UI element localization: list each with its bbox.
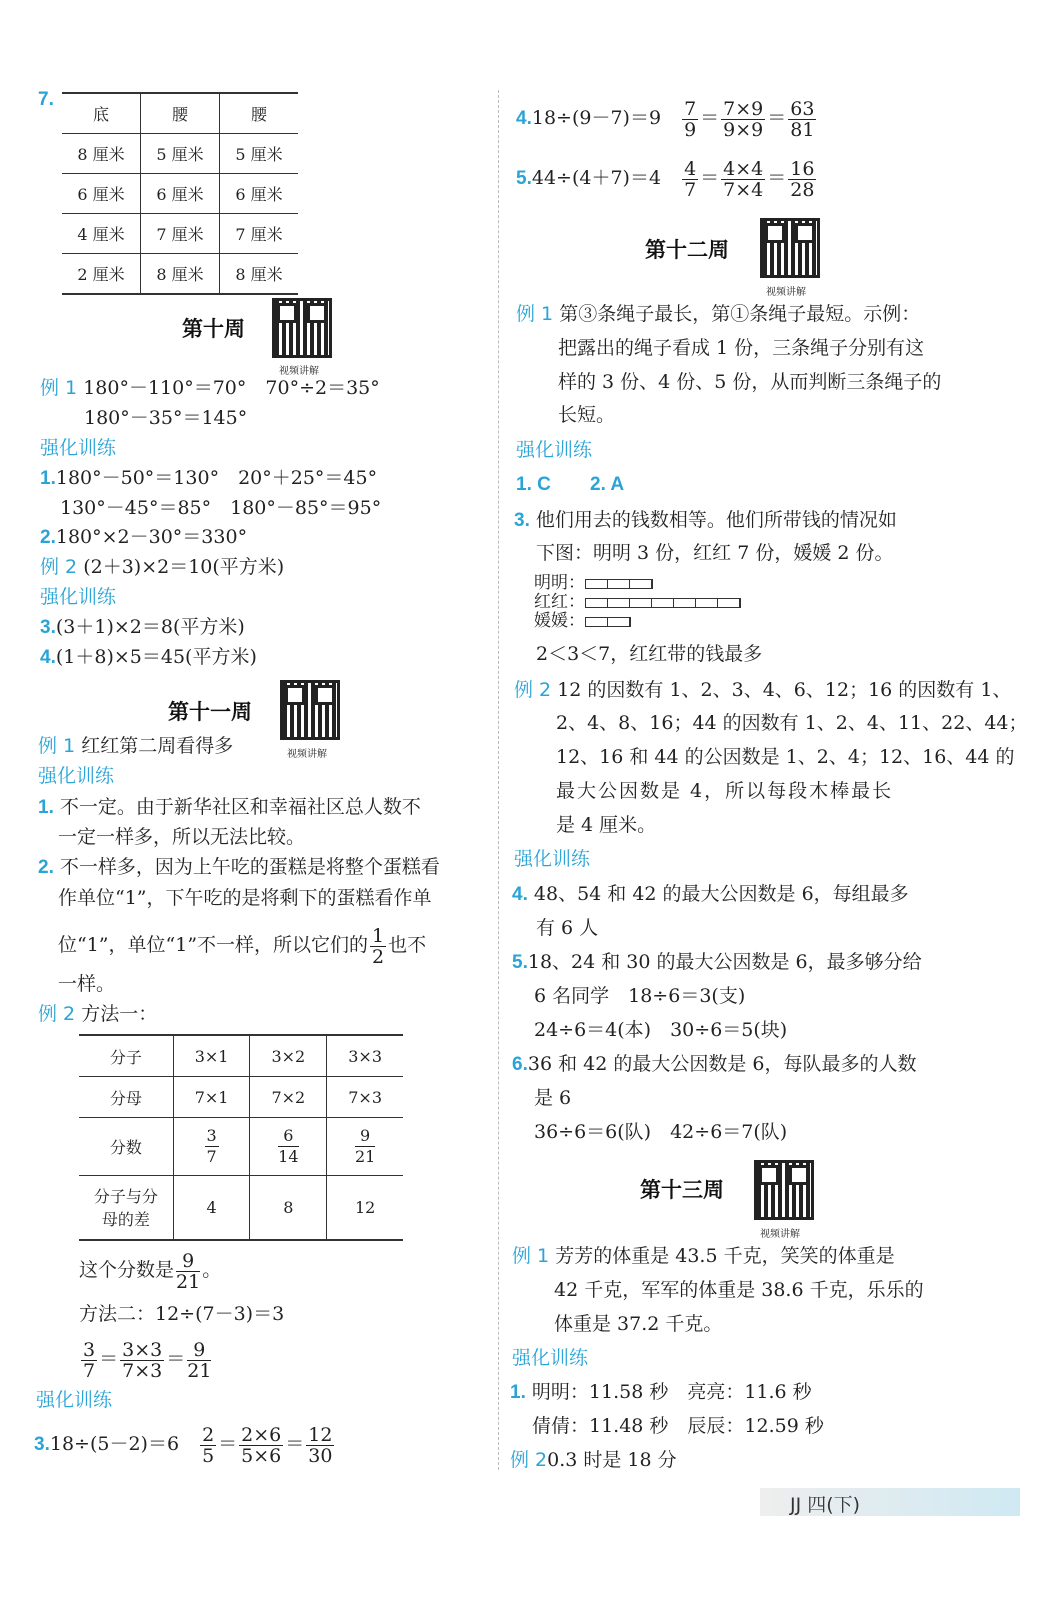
table-cell: 7 厘米 [220, 214, 299, 254]
answer-text: 18、24 和 30 的最大公因数是 6，最多够分给 [527, 951, 922, 973]
answer-line: 4.18÷(9－7)＝9 $\frac{7}{9}$ ＝ $\frac{7\times 9}{9\times 9}$ ＝ $\frac{63}{81}$ [516, 97, 815, 141]
denominator: 9 [684, 118, 697, 141]
example-text: 第③条绳子最长，第①条绳子最短。示例： [559, 303, 921, 325]
example-text: 12、16 和 44 的公因数是 1、2、4；12、16、44 的 [556, 746, 1015, 768]
table-cell: 8 厘米 [141, 254, 220, 295]
answer-number: 4. [516, 108, 532, 129]
numerator: 4×4 [723, 157, 764, 180]
denominator: 21 [354, 1147, 376, 1166]
answer-line [512, 1050, 916, 1079]
table-cell: 5 厘米 [141, 134, 220, 174]
answer-text: 130°－45°＝85° 180°－85°＝95° [60, 497, 382, 519]
example-text: 最大公因数是 4，所以每段木棒最长 [556, 780, 894, 802]
example-tag: 例 2 [514, 679, 552, 701]
answer-line [512, 880, 909, 909]
answer-number: 4. [512, 884, 528, 905]
fraction [370, 926, 386, 967]
fraction [200, 1425, 216, 1466]
denominator: 5×6 [241, 1444, 282, 1467]
section-heading: 强化训练 [40, 586, 117, 608]
denominator: 2 [372, 945, 385, 968]
answer-number: 2. [40, 527, 56, 548]
answer-text: 。 [202, 1259, 222, 1281]
answer-text: 也不 [388, 934, 427, 956]
qr-code-icon[interactable] [280, 680, 340, 740]
qr-caption: 视频讲解 [766, 287, 806, 298]
table-cell: 3×2 [250, 1035, 327, 1077]
table-cell: 6 厘米 [220, 174, 299, 214]
bar-row [534, 574, 741, 593]
answer-line [40, 613, 245, 642]
answer-line [512, 948, 922, 977]
example-tag: 例 2 [38, 1003, 76, 1025]
qr-caption: 视频讲解 [279, 366, 319, 377]
bar-mingming [585, 579, 653, 589]
answer-number: 5. [512, 952, 528, 973]
denominator: 7×4 [723, 178, 764, 201]
numerator: 4 [684, 157, 697, 180]
numerator: 2×6 [241, 1423, 282, 1446]
example-tag: 例 1 [516, 303, 554, 325]
section-heading: 强化训练 [38, 765, 115, 787]
fraction [205, 1126, 219, 1167]
answer-text: 方法二：12÷(7－3)＝3 [79, 1303, 285, 1325]
denominator: 7 [83, 1359, 96, 1382]
denominator: 7×3 [122, 1359, 163, 1382]
answer-text: 48、54 和 42 的最大公因数是 6，每组最多 [533, 883, 909, 905]
table-cell: 4 [173, 1176, 250, 1240]
table-header: 腰 [220, 93, 299, 134]
answer-text: 一定一样多，所以无法比较。 [58, 826, 306, 848]
answer-text: 6 名同学 18÷6＝3(支) [534, 985, 746, 1007]
table-cell: 8 [250, 1176, 327, 1240]
numerator: 3 [206, 1126, 217, 1145]
example-text: 42 千克，军军的体重是 38.6 千克，乐乐的 [554, 1279, 924, 1301]
fraction [721, 99, 765, 140]
answer-number: 3. [514, 510, 530, 531]
denominator: 81 [790, 118, 815, 141]
answer-line [516, 470, 551, 499]
example-text: 芳芳的体重是 43.5 千克，笑笑的体重是 [555, 1245, 895, 1267]
table-cell: 8 厘米 [62, 134, 141, 174]
table-row [79, 1176, 403, 1240]
answer-text: 36÷6＝6(队) 42÷6＝7(队) [534, 1121, 788, 1143]
section-heading: 强化训练 [40, 437, 117, 459]
answer-line [40, 523, 247, 552]
answer-text: 倩倩：11.48 秒 辰辰：12.59 秒 [532, 1415, 824, 1437]
answer-text: 2＜3＜7，红红带的钱最多 [536, 643, 763, 665]
numerator: 1 [372, 924, 385, 947]
qr-code-icon[interactable] [272, 298, 332, 358]
answer-text: 不一样多，因为上午吃的蛋糕是将整个蛋糕看 [59, 856, 440, 878]
table-cell: 5 厘米 [220, 134, 299, 174]
denominator: 5 [202, 1444, 215, 1467]
bar-label: 媛媛： [534, 611, 585, 631]
table-row [79, 1035, 403, 1077]
answer-text: 明明：11.58 秒 亮亮：11.6 秒 [531, 1381, 812, 1403]
column-divider [498, 90, 499, 1470]
example-tag: 例 1 [512, 1245, 550, 1267]
answer-number: 2. [38, 857, 54, 878]
qr-code-icon[interactable] [760, 218, 820, 278]
denominator: 9×9 [723, 118, 764, 141]
table-cell: 3×1 [173, 1035, 250, 1077]
denominator: 21 [176, 1270, 201, 1293]
fraction [355, 1126, 375, 1167]
table-cell: 6 厘米 [141, 174, 220, 214]
answer-text: 作单位“1”，下午吃的是将剩下的蛋糕看作单 [58, 887, 432, 909]
week-heading: 第十二周 [645, 238, 729, 262]
qr-caption: 视频讲解 [287, 749, 327, 760]
example-text: 2、4、8、16；44 的因数有 1、2、4、11、22、44； [556, 712, 1028, 734]
answer-text: 18÷(5－2)＝6 [49, 1433, 180, 1455]
answer-line [590, 470, 624, 499]
answer-number: 1. [38, 797, 54, 818]
qr-code-icon[interactable] [754, 1160, 814, 1220]
numerator: 6 [278, 1126, 298, 1147]
row-label: 分数 [79, 1118, 173, 1176]
answer-text: 有 6 人 [536, 917, 599, 939]
week-heading: 第十周 [182, 317, 245, 341]
example-line [512, 1242, 895, 1270]
answer-text: 不一定。由于新华社区和幸福社区总人数不 [59, 796, 421, 818]
answer-text: 180°－50°＝130° 20°＋25°＝45° [55, 467, 378, 489]
answer-line [79, 1250, 221, 1292]
answer-text: 下图：明明 3 份，红红 7 份，媛媛 2 份。 [536, 542, 894, 564]
example-text: 样的 3 份、4 份、5 份，从而判断三条绳子的 [558, 371, 942, 393]
example-line [516, 300, 920, 328]
week-heading: 第十三周 [640, 1178, 724, 1202]
numerator: 7 [684, 97, 697, 120]
answer-line: 5.44÷(4＋7)＝4 $\frac{4}{7}$ ＝ $\frac{4\times 4}{7\times 4}$ ＝ $\frac{16}{28}$ [516, 157, 815, 201]
fraction [788, 99, 816, 140]
denominator: 7 [206, 1147, 217, 1166]
table-cell: 7×2 [250, 1077, 327, 1118]
numerator: 63 [790, 97, 815, 120]
fraction [239, 1425, 283, 1466]
bar-yuanyuan [585, 617, 631, 627]
table-cell [173, 1118, 250, 1176]
example-tag: 例 1 [40, 377, 78, 399]
question-number: 7. [38, 89, 54, 110]
answer-number: 3. [34, 1434, 50, 1455]
answer-number: 6. [512, 1054, 528, 1075]
table-row [79, 1077, 403, 1118]
example-text: 12 的因数有 1、2、3、4、6、12；16 的因数有 1、 [557, 679, 1012, 701]
answer-text: 18÷(9－7)＝9 [531, 107, 662, 129]
table-cell: 6 厘米 [62, 174, 141, 214]
answer-line [38, 793, 421, 822]
answer-number: 1. [40, 468, 56, 489]
numerator: 12 [308, 1423, 333, 1446]
denominator: 30 [308, 1444, 333, 1467]
answer-text: (3＋1)×2＝8(平方米) [55, 616, 245, 638]
table-row [62, 134, 298, 174]
example-line [510, 1446, 677, 1474]
answer-line [514, 506, 897, 535]
answer-text: (1＋8)×5＝45(平方米) [55, 646, 257, 668]
triangle-sides-table [62, 92, 298, 295]
numerator: 7×9 [723, 97, 764, 120]
example-text: 方法一： [81, 1003, 158, 1025]
example-tag: 例 2 [40, 556, 78, 578]
table-row [62, 254, 298, 295]
bar-row [534, 593, 741, 612]
row-label-line: 分子与分 [93, 1187, 158, 1207]
table-cell: 8 厘米 [220, 254, 299, 295]
table-cell [250, 1118, 327, 1176]
section-heading: 强化训练 [36, 1389, 113, 1411]
page-footer [760, 1488, 1020, 1516]
row-label: 分母 [79, 1077, 173, 1118]
answer-text: 位“1”，单位“1”不一样，所以它们的 [58, 934, 369, 956]
answer-line [40, 643, 257, 672]
answer-line: 3.18÷(5－2)＝6 $\frac{2}{5}$ ＝ $\frac{2\times 6}{5\times 6}$ ＝ $\frac{12}{30}$ [34, 1423, 333, 1467]
example-text: 体重是 37.2 千克。 [554, 1313, 723, 1335]
example-line [40, 374, 380, 402]
fraction [721, 159, 765, 200]
answer-text: 24÷6＝4(本) 30÷6＝5(块) [534, 1019, 788, 1041]
table-row [62, 174, 298, 214]
table-cell: 12 [327, 1176, 403, 1240]
example-tag: 例 2 [510, 1449, 548, 1471]
numerator: 9 [187, 1340, 211, 1361]
table-cell: 4 厘米 [62, 214, 141, 254]
week-heading: 第十一周 [168, 700, 252, 724]
fraction [682, 159, 698, 200]
example-text: 是 4 厘米。 [556, 814, 657, 836]
answer-number: 5. [516, 168, 532, 189]
fraction [81, 1340, 97, 1381]
bar-label: 明明： [534, 573, 585, 593]
example-text: 180°－35°＝145° [84, 407, 248, 429]
fraction [278, 1126, 298, 1167]
fraction [788, 159, 816, 200]
table-header: 腰 [141, 93, 220, 134]
bar-row [534, 612, 741, 631]
table-row [62, 214, 298, 254]
answer-text: 这个分数是 [79, 1259, 175, 1281]
example-text: 把露出的绳子看成 1 份，三条绳子分别有这 [558, 337, 925, 359]
answer-text: 180°×2－30°＝330° [55, 526, 248, 548]
answer-line [38, 853, 440, 882]
example-text: 长短。 [558, 404, 616, 426]
denominator: 21 [187, 1359, 212, 1382]
denominator: 7 [684, 178, 697, 201]
numerator: 9 [176, 1251, 200, 1272]
row-label: 分子 [79, 1035, 173, 1077]
answer-text: 1. C [516, 474, 551, 495]
row-label-line: 母的差 [101, 1210, 150, 1230]
money-bar-diagram [534, 574, 741, 631]
table-cell: 7×3 [327, 1077, 403, 1118]
fraction-table [79, 1034, 403, 1241]
answer-number: 3. [40, 617, 56, 638]
qr-caption: 视频讲解 [760, 1229, 800, 1240]
answer-number: 4. [40, 647, 56, 668]
fraction [187, 1340, 211, 1381]
example-text: 180°－110°＝70° 70°÷2＝35° [83, 377, 380, 399]
denominator: 14 [278, 1147, 299, 1166]
answer-text: 是 6 [534, 1087, 572, 1109]
answer-line [510, 1378, 812, 1407]
answer-line [40, 464, 377, 493]
fraction [306, 1425, 334, 1466]
example-line [514, 676, 1011, 704]
footer-label: JJ 四(下) [790, 1494, 861, 1516]
example-text: 红红第二周看得多 [81, 735, 234, 757]
answer-text: 36 和 42 的最大公因数是 6，每队最多的人数 [527, 1053, 917, 1075]
table-cell: 7 厘米 [141, 214, 220, 254]
numerator: 3×3 [122, 1338, 163, 1361]
table-header-row [62, 93, 298, 134]
numerator: 2 [202, 1423, 215, 1446]
table-row [79, 1118, 403, 1176]
bar-honghong [585, 598, 741, 608]
fraction-equation: $\frac{3}{7}$ ＝ $\frac{3\times 3}{7\times 3}$ ＝ $\frac{9}{21}$ [83, 1338, 212, 1382]
bar-label: 红红： [534, 592, 585, 612]
row-label [79, 1176, 173, 1240]
fraction [682, 99, 698, 140]
answer-line [58, 925, 426, 967]
numerator: 3 [83, 1338, 96, 1361]
answer-text: 他们用去的钱数相等。他们所带钱的情况如 [535, 509, 897, 531]
answer-text: 一样。 [58, 973, 116, 995]
answer-text: 44÷(4＋7)＝4 [531, 167, 662, 189]
numerator: 9 [355, 1126, 375, 1147]
fraction [176, 1251, 200, 1292]
table-cell: 2 厘米 [62, 254, 141, 295]
answer-text: 2. A [590, 474, 625, 495]
denominator: 28 [790, 178, 815, 201]
table-header: 底 [62, 93, 141, 134]
answer-number: 1. [510, 1382, 526, 1403]
table-cell: 3×3 [327, 1035, 403, 1077]
section-heading: 强化训练 [516, 439, 593, 461]
example-text: 0.3 时是 18 分 [547, 1449, 677, 1471]
example-tag: 例 1 [38, 735, 76, 757]
section-heading: 强化训练 [514, 848, 591, 870]
example-line [40, 553, 284, 581]
table-cell: 7×1 [173, 1077, 250, 1118]
table-cell [327, 1118, 403, 1176]
numerator: 16 [790, 157, 815, 180]
example-line [38, 732, 233, 760]
example-line [38, 1000, 157, 1028]
example-text: (2＋3)×2＝10(平方米) [83, 556, 285, 578]
section-heading: 强化训练 [512, 1347, 589, 1369]
fraction [120, 1340, 164, 1381]
